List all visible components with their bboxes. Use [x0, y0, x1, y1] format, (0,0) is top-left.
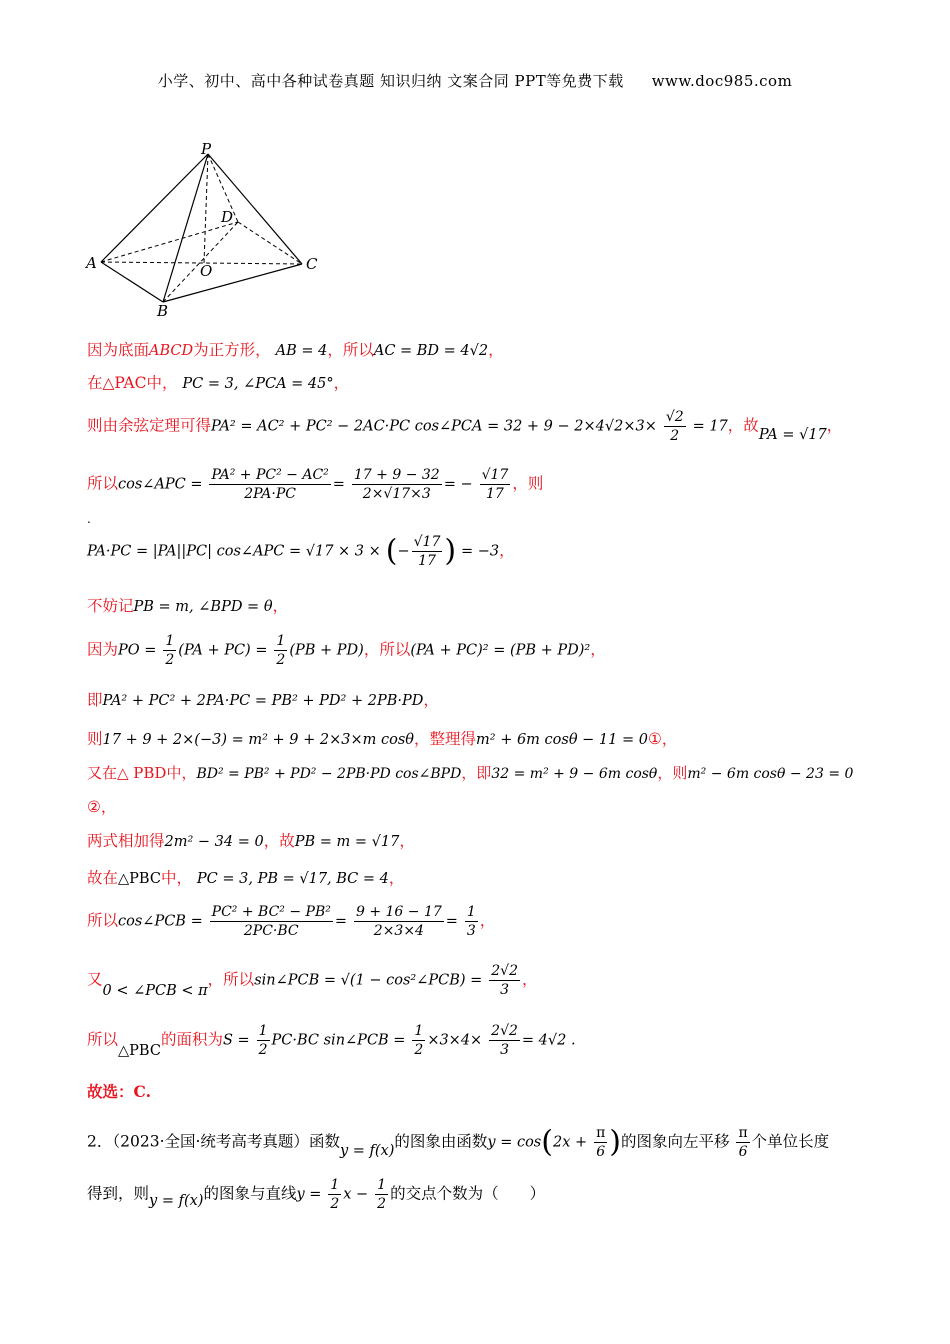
text: ，: [590, 640, 606, 659]
math: (PA + PC)² = (PB + PD)²: [410, 642, 591, 659]
math: PA = √17: [758, 426, 827, 443]
fraction: [736, 1124, 749, 1161]
text: 则: [87, 730, 103, 748]
numerator: PC² + BC² − PB²: [211, 904, 331, 920]
text: 的交点个数为（ ）: [390, 1184, 546, 1203]
text: 不妨记: [87, 597, 134, 615]
solution-line-2: [87, 371, 349, 393]
text: ，则: [512, 474, 544, 493]
math: 17 + 9 + 2×(−3) = m² + 9 + 2×3×m cosθ: [102, 732, 415, 748]
label-c: C: [306, 255, 318, 273]
text: ，: [333, 374, 350, 392]
math: m² + 6m cosθ − 11 = 0: [476, 732, 648, 748]
math: = −3: [461, 543, 500, 560]
denominator: 2: [670, 428, 680, 444]
text: 即: [87, 691, 103, 709]
text: 则由余弦定理可得: [87, 416, 212, 435]
label-b: B: [157, 302, 169, 320]
solution-line-4: 所以cos∠APC = $\frac{\text{PA² + PC² − AC²}}{2PA\cdot PC}$ = $\frac{17 + 9 - 32}{2\times√17\times 3}$ = − $\frac{√17}{17}$ ，则: [87, 467, 544, 502]
text: ①，: [647, 730, 678, 748]
text: ，: [399, 832, 415, 850]
text: ，整理得: [414, 730, 477, 748]
numerator: 1: [330, 1177, 340, 1193]
numerator: 9 + 16 − 17: [355, 904, 442, 920]
math: PC = 3, ∠PCA = 45°: [182, 376, 334, 392]
header-site: www.doc985.com: [651, 72, 793, 90]
edge-po: [204, 154, 208, 263]
denominator: 2: [276, 652, 286, 668]
fraction: [274, 632, 287, 669]
numerator: 1: [466, 904, 476, 920]
solution-line-5: .: [87, 512, 91, 526]
numerator: √2: [665, 409, 684, 425]
numerator: √17: [481, 467, 509, 483]
text: ，: [521, 970, 538, 989]
fraction: [352, 466, 442, 503]
solution-line-15: 所以cos∠PCB = $\frac{\text{PC² + BC² − PB²}}{2PC\cdot BC}$ = $\frac{9 + 16 - 17}{2\times 3\times 4}$ = $\frac{1}{3}$ ，: [87, 904, 496, 939]
numerator: π: [596, 1125, 606, 1141]
text: 又: [87, 970, 103, 989]
numerator: 2√2: [491, 1023, 518, 1039]
solution-line-12: ②，: [87, 798, 117, 816]
text: ，: [488, 341, 504, 359]
math: ×3×4×: [427, 1032, 483, 1049]
text: 的图象向左平移: [621, 1132, 730, 1151]
denominator: 17: [486, 486, 504, 502]
solution-line-8: [87, 632, 606, 669]
numerator: PA² + PC² − AC²: [211, 467, 329, 483]
math: cos∠APC =: [118, 476, 203, 493]
label-p: P: [201, 140, 212, 158]
text: ，故: [263, 832, 295, 850]
math: = 17: [692, 418, 728, 435]
math: (PA + PC) =: [178, 642, 268, 659]
edge-ab: [101, 262, 163, 302]
solution-line-11: [87, 762, 853, 783]
question-source: （2023·全国·统考高考真题）: [112, 1132, 309, 1151]
text: 两式相加得: [87, 832, 165, 850]
header-text: 小学、初中、高中各种试卷真题 知识归纳 文案合同 PPT等免费下载: [157, 72, 624, 90]
solution-line-16: [87, 962, 538, 999]
fraction: [375, 1176, 388, 1213]
math: = 4√2 .: [521, 1032, 576, 1049]
math: y = f(x): [339, 1142, 395, 1159]
text: ，: [272, 597, 289, 615]
math: y = f(x): [149, 1192, 204, 1209]
text: ，: [826, 416, 843, 435]
text: 因为底面: [87, 341, 150, 359]
math: cos∠PCB =: [118, 913, 203, 930]
denominator: 6: [738, 1144, 748, 1160]
denominator: 2×3×4: [373, 923, 424, 939]
solution-line-7: [87, 594, 288, 616]
text: 因为: [87, 640, 119, 659]
math: PB = m = √17: [294, 834, 400, 850]
fraction: [257, 1022, 270, 1059]
denominator: 2: [377, 1196, 387, 1212]
edge-bc: [163, 264, 302, 302]
solution-line-13: [87, 829, 415, 851]
denominator: 3: [500, 982, 510, 998]
solution-line-10: [87, 727, 677, 749]
fraction: [489, 962, 520, 999]
solution-line-1: [87, 338, 504, 360]
numerator: 1: [377, 1177, 387, 1193]
text: 在△PAC中，: [87, 374, 178, 392]
label-o: O: [200, 262, 213, 280]
text: 个单位长度: [751, 1132, 830, 1151]
math: 2x +: [552, 1134, 588, 1151]
solution-line-14: [87, 866, 404, 888]
text: 又在△ PBD中，: [87, 764, 197, 782]
fraction: [480, 466, 511, 503]
math: △PBC: [118, 871, 161, 887]
math: PC = 3, PB = √17, BC = 4: [196, 871, 389, 887]
fraction: [209, 466, 330, 503]
numerator: 1: [276, 633, 286, 649]
page-header: [0, 70, 950, 91]
edge-dc: [238, 222, 302, 264]
text: ，则: [657, 764, 688, 782]
numerator: 2√2: [491, 963, 518, 979]
text: 的图象由函数: [394, 1132, 488, 1151]
text: ，故: [727, 416, 759, 435]
math: m² − 6m cosθ − 23 = 0: [687, 766, 854, 782]
text: 中，: [160, 869, 192, 887]
fraction: [664, 408, 686, 445]
math: PA² = AC² + PC² − 2AC·PC cos∠PCA = 32 + 9 − 2×4√2×3×: [211, 418, 657, 435]
text: 所以: [87, 1030, 119, 1049]
math: AC = BD = 4√2: [373, 343, 489, 359]
math: sin∠PCB = √(1 − cos²∠PCB) =: [254, 972, 483, 989]
text: 所以: [87, 474, 119, 493]
solution-line-6: PA·PC = |PA||PC| cos∠APC = √17 × 3 × (− $\frac{√17}{17}$ ) = −3，: [87, 533, 515, 569]
label-d: D: [221, 208, 234, 226]
text: ，: [388, 869, 405, 887]
denominator: 6: [596, 1144, 606, 1160]
math: PC·BC sin∠PCB =: [271, 1032, 406, 1049]
text: 所以: [87, 911, 119, 930]
text: ，: [479, 911, 496, 930]
numerator: 1: [414, 1023, 424, 1039]
math: y =: [296, 1186, 322, 1203]
denominator: 17: [418, 553, 436, 569]
text: ，: [499, 541, 515, 560]
numerator: 1: [258, 1023, 268, 1039]
math: S =: [222, 1032, 250, 1049]
text: 函数: [308, 1132, 340, 1151]
numerator: π: [738, 1125, 748, 1141]
fraction: [210, 903, 333, 940]
math: PA² + PC² + 2PA·PC = PB² + PD² + 2PB·PD: [102, 693, 424, 709]
denominator: 3: [500, 1042, 509, 1058]
denominator: 2: [414, 1042, 424, 1058]
fraction: [328, 1176, 341, 1213]
denominator: 2×√17×3: [362, 486, 431, 502]
answer-choice: 故选：C.: [87, 1082, 151, 1101]
math: (PB + PD): [289, 642, 364, 659]
math: PB = m, ∠BPD = θ: [133, 599, 273, 615]
math: △PBC: [118, 1042, 161, 1059]
label-a: A: [86, 254, 97, 272]
denominator: 2PA·PC: [244, 486, 296, 502]
math: 0 < ∠PCB < π: [102, 982, 208, 999]
fraction: [412, 1022, 425, 1059]
fraction: [163, 632, 176, 669]
text: 的图象与直线: [203, 1184, 297, 1203]
text: 故在: [87, 869, 119, 887]
math: ABCD: [149, 343, 194, 359]
text: ，所以: [363, 640, 411, 659]
pyramid-figure: [80, 138, 340, 328]
question-number: 2．: [87, 1132, 113, 1151]
denominator: 2: [258, 1042, 268, 1058]
question-2-line-1: 2．（2023·全国·统考高考真题）函数y = f(x)的图象由函数y = cos(2x + $\frac{\pi}{6}$ )的图象向左平移 $\frac{\pi}{6}$ 个单位长度: [87, 1124, 830, 1160]
denominator: 3: [466, 923, 476, 939]
text: ，所以: [207, 970, 255, 989]
math: AB = 4: [275, 343, 328, 359]
math: PO =: [118, 642, 157, 659]
denominator: 2: [165, 652, 175, 668]
text: 的面积为: [160, 1030, 223, 1049]
fraction: [354, 903, 444, 940]
math: y = cos: [487, 1134, 542, 1151]
denominator: 2: [330, 1196, 340, 1212]
text: 为正方形，: [193, 341, 271, 359]
fraction: [489, 1022, 520, 1059]
math: PA·PC = |PA||PC| cos∠APC = √17 × 3 ×: [87, 543, 381, 560]
math: 2m² − 34 = 0: [164, 834, 264, 850]
math: 32 = m² + 9 − 6m cosθ: [491, 766, 658, 782]
text: 得到，则: [87, 1184, 150, 1203]
solution-line-3: [87, 408, 842, 445]
numerator: √17: [413, 534, 441, 550]
numerator: 1: [165, 633, 175, 649]
fraction: [594, 1124, 607, 1161]
fraction: [412, 533, 443, 570]
math: BD² = PB² + PD² − 2PB·PD cos∠BPD: [196, 766, 462, 782]
text: ，即: [461, 764, 492, 782]
text: ，: [423, 691, 439, 709]
fraction: [465, 903, 478, 940]
denominator: 2PC·BC: [243, 923, 299, 939]
text: ，所以: [327, 341, 374, 359]
solution-line-9: [87, 688, 439, 710]
question-2-line-2: [87, 1176, 545, 1213]
solution-line-17: [87, 1022, 576, 1059]
numerator: 17 + 9 − 32: [353, 467, 440, 483]
math: x −: [343, 1186, 369, 1203]
